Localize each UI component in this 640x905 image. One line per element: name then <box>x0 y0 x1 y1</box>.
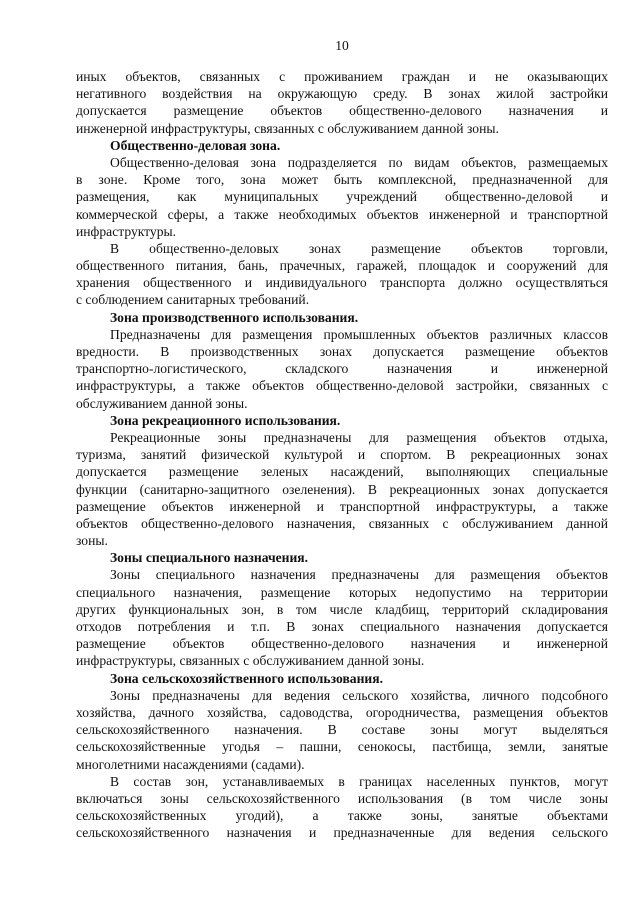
text-line: Зоны специального назначения предназначены для размещения объектов <box>110 567 608 583</box>
text-line: Общественно-деловая зона подразделяется по видам объектов, размещаемых <box>110 154 608 170</box>
page-number: 10 <box>335 38 349 53</box>
text-line: объектов общественно-делового назначения, связанных с обслуживанием данной <box>76 515 608 531</box>
text-line: сельскохозяйственных угодий), а также зоны, занятые объектами <box>76 808 608 824</box>
text-line: специального назначения, размещение которых недопустимо на территории <box>76 584 608 600</box>
text-line: обслуживанием данной зоны. <box>76 395 248 411</box>
text-line: коммерческой сферы, а также необходимых объектов инженерной и транспортной <box>76 206 608 222</box>
text-line: с соблюдением санитарных требований. <box>76 292 310 308</box>
text-line: туризма, занятий физической культурой и спортом. В рекреационных зонах <box>76 447 608 463</box>
text-line: хозяйства, дачного хозяйства, садоводства, огородничества, размещения объектов <box>76 704 608 720</box>
text-line: допускается размещение зеленых насаждений, выполняющих специальные <box>76 464 608 480</box>
text-line: допускается размещение объектов общественно-делового назначения и <box>76 103 608 119</box>
text-line: многолетними насаждениями (садами). <box>76 756 305 772</box>
section-heading: Зона производственного использования. <box>110 309 359 325</box>
text-line: В состав зон, устанавливаемых в границах населенных пунктов, могут <box>110 773 608 789</box>
section-heading: Зона сельскохозяйственного использования. <box>110 670 384 686</box>
text-line: сельскохозяйственного назначения. В составе зоны могут выделяться <box>76 722 608 738</box>
text-line: сельскохозяйственные угодья – пашни, сенокосы, пастбища, земли, занятые <box>76 739 608 755</box>
text-line: хранения общественного и индивидуального транспорта должно осуществляться <box>76 275 608 291</box>
text-line: включаться зоны сельскохозяйственного использования (в том числе зоны <box>76 790 608 806</box>
text-line: сельскохозяйственного назначения и предназначенные для ведения сельского <box>76 825 608 841</box>
text-line: инженерной инфраструктуры, связанных с обслуживанием данной зоны. <box>76 120 499 136</box>
text-line: Рекреационные зоны предназначены для размещения объектов отдыха, <box>110 429 608 445</box>
section-heading: Зона рекреационного использования. <box>110 412 341 428</box>
text-line: отходов потребления и т.п. В зонах специального назначения допускается <box>76 619 608 634</box>
text-line: других функциональных зон, в том числе кладбищ, территорий складирования <box>76 601 608 617</box>
text-line: общественного питания, бань, прачечных, гаражей, площадок и сооружений для <box>76 258 608 274</box>
text-line: инфраструктуры, связанных с обслуживанием данной зоны. <box>76 653 425 669</box>
text-line: функции (санитарно-защитного озеленения). В рекреационных зонах допускается <box>76 481 608 497</box>
text-line: вредности. В производственных зонах допускается размещение объектов <box>76 344 608 359</box>
section-heading: Общественно-деловая зона. <box>110 137 281 153</box>
text-line: размещение объектов инженерной и транспортной инфраструктуры, а также <box>76 498 608 514</box>
text-line: размещения, как муниципальных учреждений общественно-деловой и <box>76 189 608 205</box>
text-line: В общественно-деловых зонах размещение объектов торговли, <box>110 240 608 256</box>
text-line: в зоне. Кроме того, зона может быть комплексной, предназначенной для <box>76 172 608 188</box>
text-line: негативного воздействия на окружающую среду. В зонах жилой застройки <box>76 86 608 102</box>
text-line: инфраструктуры, а также объектов общественно-деловой застройки, связанных с <box>76 378 608 394</box>
text-line: Предназначены для размещения промышленных объектов различных классов <box>110 326 608 342</box>
text-line: размещение объектов общественно-делового назначения и инженерной <box>76 636 608 652</box>
text-line: зоны. <box>76 533 108 549</box>
body-text <box>76 68 608 841</box>
section-heading: Зоны специального назначения. <box>110 550 309 566</box>
text-line: Зоны предназначены для ведения сельского хозяйства, личного подсобного <box>110 687 608 703</box>
text-line: иных объектов, связанных с проживанием граждан и не оказывающих <box>76 69 608 84</box>
text-line: инфраструктуры. <box>76 223 177 239</box>
text-line: транспортно-логистического, складского назначения и инженерной <box>76 361 608 377</box>
